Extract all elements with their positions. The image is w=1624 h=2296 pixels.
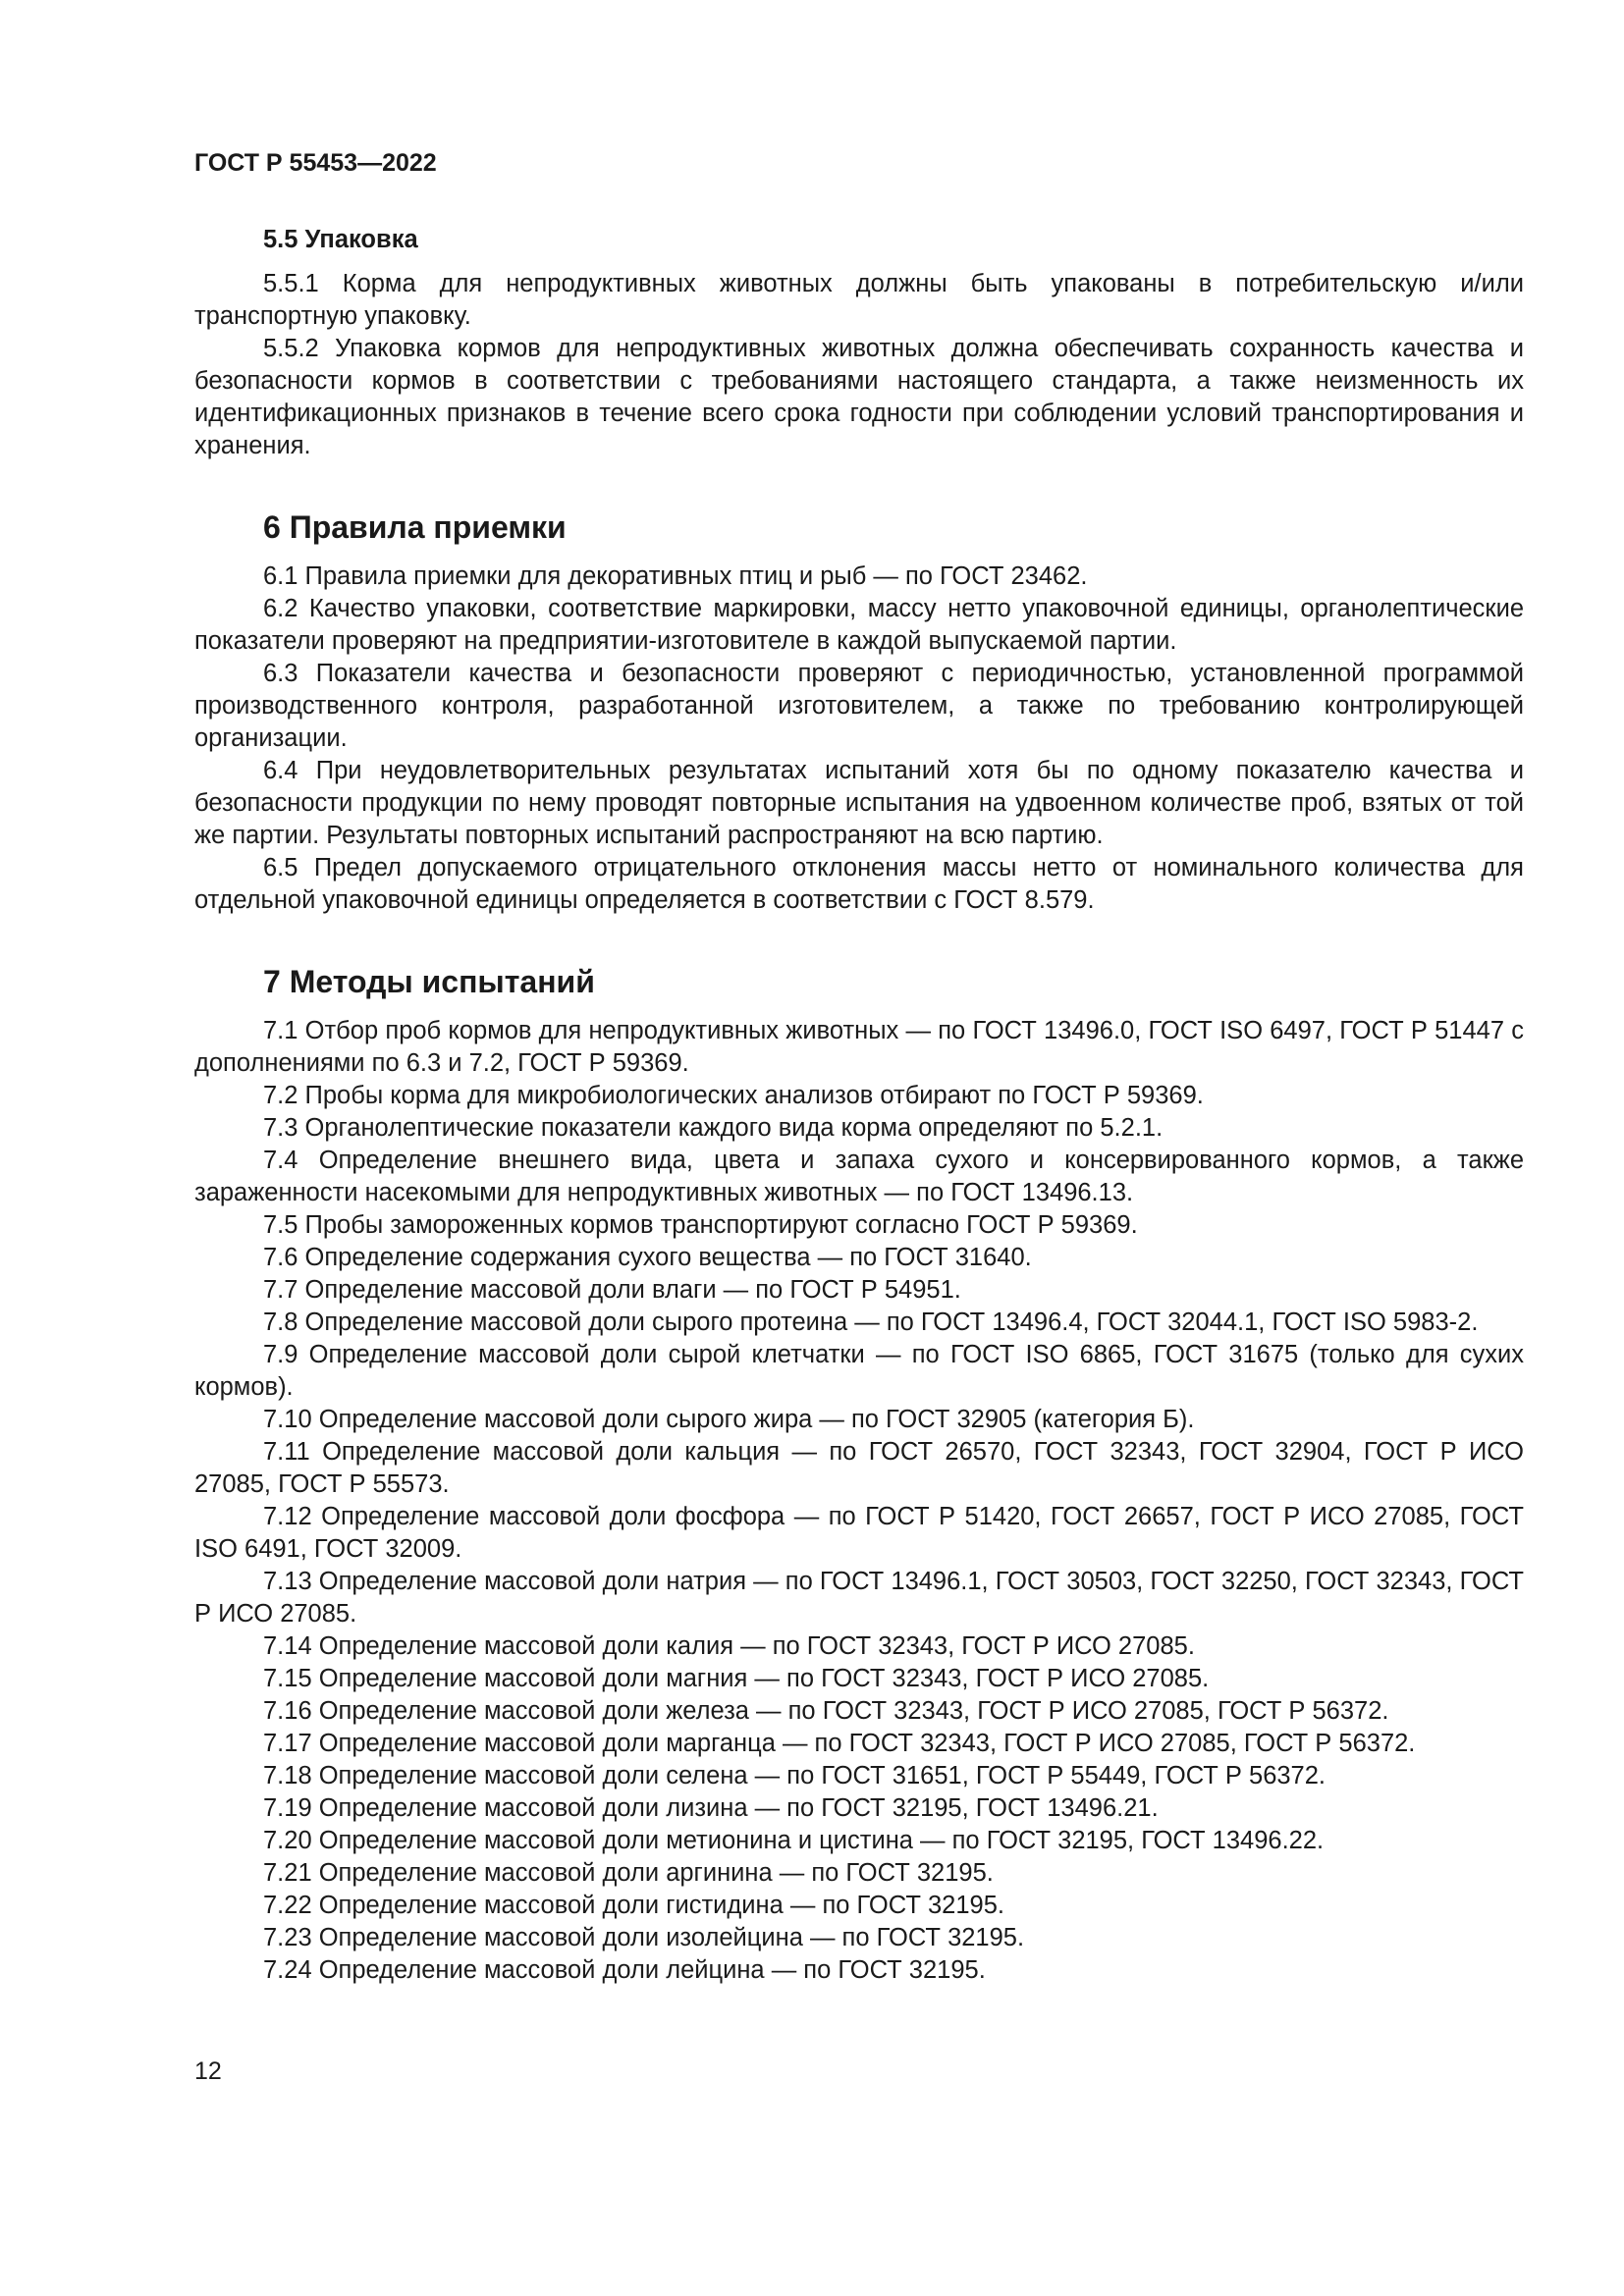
paragraph-7-16: 7.16 Определение массовой доли железа — по ГОСТ 32343, ГОСТ Р ИСО 27085, ГОСТ Р 56372. (263, 1697, 1389, 1725)
paragraph-7-7: 7.7 Определение массовой доли влаги — по ГОСТ Р 54951. (263, 1276, 961, 1304)
section-6-title: 6 Правила приемки (263, 509, 567, 545)
paragraph-7-4: 7.4 Определение внешнего вида, цвета и запаха сухого и консервированного кормов, а также зараженности насекомыми для непродуктивных животных — по ГОСТ 13496.13. (194, 1147, 1524, 1206)
paragraph-6-3: 6.3 Показатели качества и безопасности проверяют с периодичностью, установленной программой производственного контроля, разработанной изготовителем, а также по требованию контролирующей организации. (194, 660, 1524, 752)
section-7-title: 7 Методы испытаний (263, 964, 595, 999)
paragraph-6-5: 6.5 Предел допускаемого отрицательного отклонения массы нетто от номинального количества для отдельной упаковочной единицы определяется в соответствии с ГОСТ 8.579. (194, 854, 1524, 914)
paragraph-7-24: 7.24 Определение массовой доли лейцина — по ГОСТ 32195. (263, 1956, 986, 1984)
paragraph-7-18: 7.18 Определение массовой доли селена — по ГОСТ 31651, ГОСТ Р 55449, ГОСТ Р 56372. (263, 1762, 1326, 1789)
paragraph-7-9: 7.9 Определение массовой доли сырой клетчатки — по ГОСТ ISO 6865, ГОСТ 31675 (только для сухих кормов). (194, 1341, 1524, 1401)
paragraph-5-5-2: 5.5.2 Упаковка кормов для непродуктивных животных должна обеспечивать сохранность качества и безопасности кормов в соответствии с требованиями настоящего стандарта, а также неизменность их идентификационных признаков в течение всего срока годности при соблюдении условий транспортирования и хранения. (194, 335, 1524, 459)
page-content (194, 224, 1524, 1987)
paragraph-6-1: 6.1 Правила приемки для декоративных птиц и рыб — по ГОСТ 23462. (263, 562, 1088, 590)
paragraph-7-8: 7.8 Определение массовой доли сырого протеина — по ГОСТ 13496.4, ГОСТ 32044.1, ГОСТ ISO 5983-2. (263, 1308, 1479, 1336)
paragraph-7-17: 7.17 Определение массовой доли марганца — по ГОСТ 32343, ГОСТ Р ИСО 27085, ГОСТ Р 56372. (263, 1730, 1416, 1757)
page-number: 12 (194, 2057, 222, 2085)
paragraph-7-5: 7.5 Пробы замороженных кормов транспортируют согласно ГОСТ Р 59369. (263, 1211, 1138, 1239)
paragraph-7-11: 7.11 Определение массовой доли кальция — по ГОСТ 26570, ГОСТ 32343, ГОСТ 32904, ГОСТ Р ИСО 27085, ГОСТ Р 55573. (194, 1438, 1524, 1498)
document-header-code: ГОСТ Р 55453—2022 (194, 149, 437, 177)
paragraph-7-6: 7.6 Определение содержания сухого вещества — по ГОСТ 31640. (263, 1244, 1032, 1271)
subsection-5-5-title: 5.5 Упаковка (263, 226, 418, 253)
paragraph-7-19: 7.19 Определение массовой доли лизина — по ГОСТ 32195, ГОСТ 13496.21. (263, 1794, 1159, 1822)
paragraph-6-2: 6.2 Качество упаковки, соответствие маркировки, массу нетто упаковочной единицы, органолептические показатели проверяют на предприятии-изготовителе в каждой выпускаемой партии. (194, 595, 1524, 655)
paragraph-7-10: 7.10 Определение массовой доли сырого жира — по ГОСТ 32905 (категория Б). (263, 1406, 1195, 1433)
paragraph-7-2: 7.2 Пробы корма для микробиологических анализов отбирают по ГОСТ Р 59369. (263, 1082, 1204, 1109)
paragraph-7-20: 7.20 Определение массовой доли метионина и цистина — по ГОСТ 32195, ГОСТ 13496.22. (263, 1827, 1325, 1854)
paragraph-7-3: 7.3 Органолептические показатели каждого вида корма определяют по 5.2.1. (263, 1114, 1164, 1142)
paragraph-7-13: 7.13 Определение массовой доли натрия — по ГОСТ 13496.1, ГОСТ 30503, ГОСТ 32250, ГОСТ 32343, ГОСТ Р ИСО 27085. (194, 1568, 1524, 1628)
paragraph-5-5-1: 5.5.1 Корма для непродуктивных животных должны быть упакованы в потребительскую и/или транспортную упаковку. (194, 270, 1524, 330)
paragraph-7-1: 7.1 Отбор проб кормов для непродуктивных животных — по ГОСТ 13496.0, ГОСТ ISO 6497, ГОСТ Р 51447 с дополнениями по 6.3 и 7.2, ГОСТ Р 59369. (194, 1017, 1524, 1077)
paragraph-7-15: 7.15 Определение массовой доли магния — по ГОСТ 32343, ГОСТ Р ИСО 27085. (263, 1665, 1210, 1692)
paragraph-7-12: 7.12 Определение массовой доли фосфора — по ГОСТ Р 51420, ГОСТ 26657, ГОСТ Р ИСО 27085, ГОСТ ISO 6491, ГОСТ 32009. (194, 1503, 1524, 1563)
paragraph-6-4: 6.4 При неудовлетворительных результатах испытаний хотя бы по одному показателю качества и безопасности продукции по нему проводят повторные испытания на удвоенном количестве проб, взятых от той же партии. Результаты повторных испытаний распространяют на всю партию. (194, 757, 1524, 849)
paragraph-7-23: 7.23 Определение массовой доли изолейцина — по ГОСТ 32195. (263, 1924, 1025, 1951)
paragraph-7-22: 7.22 Определение массовой доли гистидина — по ГОСТ 32195. (263, 1892, 1004, 1919)
paragraph-7-14: 7.14 Определение массовой доли калия — по ГОСТ 32343, ГОСТ Р ИСО 27085. (263, 1632, 1195, 1660)
paragraph-7-21: 7.21 Определение массовой доли аргинина — по ГОСТ 32195. (263, 1859, 994, 1887)
